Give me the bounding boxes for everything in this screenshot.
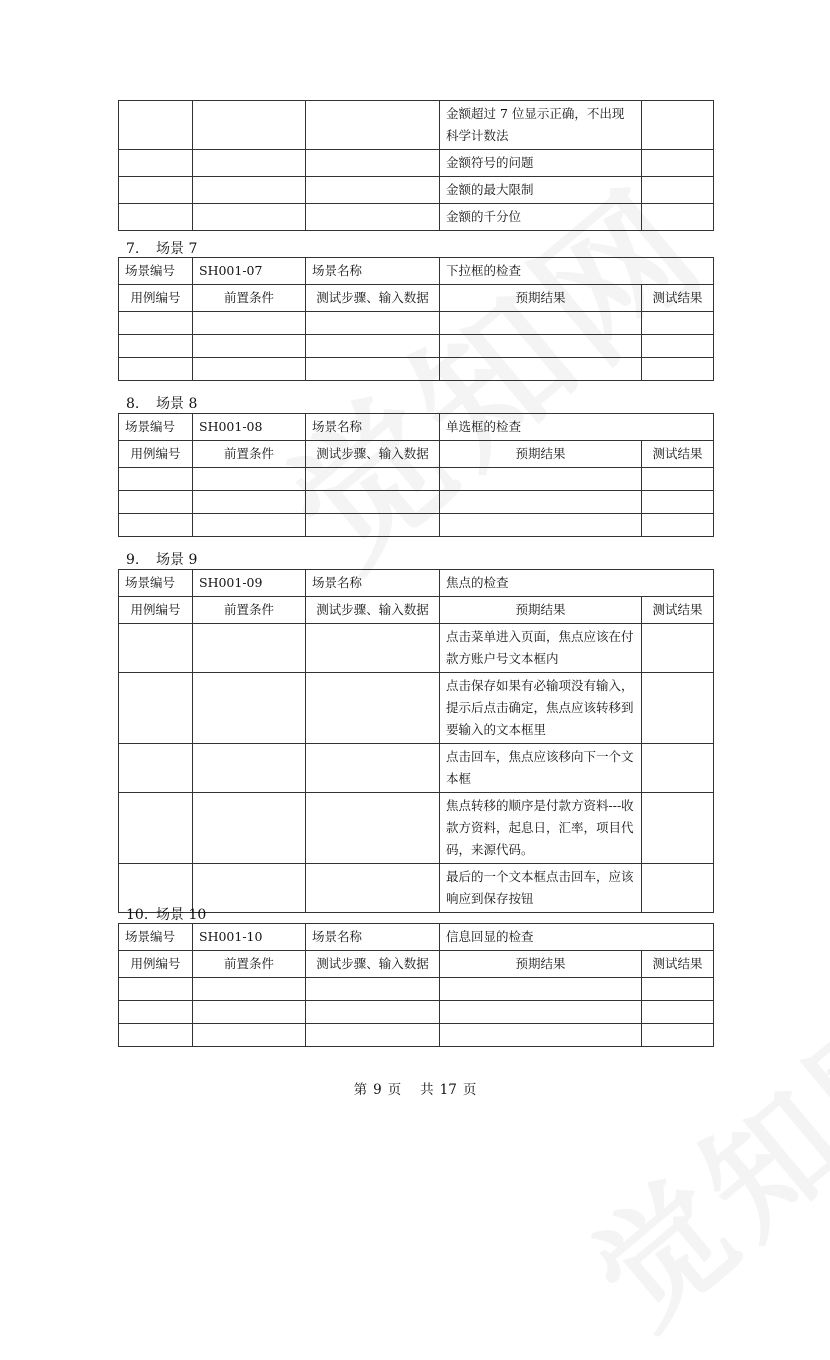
scene-code: SH001-07 — [193, 258, 306, 285]
table-row — [119, 358, 714, 381]
section-heading-scene-10: 10. 场景 10 — [126, 907, 207, 923]
table-cell — [193, 491, 306, 514]
table-cell — [642, 312, 714, 335]
table-row — [119, 744, 714, 793]
table-cell: 点击回车，焦点应该移向下一个文本框 — [440, 744, 642, 793]
table-cell — [642, 864, 714, 913]
column-header-result: 测试结果 — [642, 597, 714, 624]
table-cell — [642, 1024, 714, 1047]
table-cell — [440, 491, 642, 514]
table-cell — [193, 514, 306, 537]
scene-no-label: 场景编号 — [119, 570, 193, 597]
table-cell — [193, 624, 306, 673]
table-cell — [306, 335, 440, 358]
table-cell — [306, 1001, 440, 1024]
table-cell: 金额的最大限制 — [440, 177, 642, 204]
table-cell — [119, 744, 193, 793]
scene-name: 焦点的检查 — [440, 570, 714, 597]
table-cell — [119, 335, 193, 358]
continuation-table — [118, 100, 714, 231]
table-cell — [119, 468, 193, 491]
table-cell — [440, 335, 642, 358]
table-cell — [440, 358, 642, 381]
table-cell — [642, 204, 714, 231]
table-cell — [306, 793, 440, 864]
column-header-precondition: 前置条件 — [193, 441, 306, 468]
section-heading-scene-9: 9. 场景 9 — [126, 552, 198, 568]
scene-10-table — [118, 923, 714, 1047]
table-cell — [119, 491, 193, 514]
table-cell — [193, 793, 306, 864]
column-header-expected: 预期结果 — [440, 597, 642, 624]
scene-no-label: 场景编号 — [119, 414, 193, 441]
table-cell — [306, 150, 440, 177]
column-header-row — [119, 951, 714, 978]
table-row — [119, 673, 714, 744]
table-cell — [119, 358, 193, 381]
table-cell — [642, 744, 714, 793]
table-cell: 点击菜单进入页面，焦点应该在付款方账户号文本框内 — [440, 624, 642, 673]
table-cell — [440, 468, 642, 491]
table-cell — [193, 335, 306, 358]
scene-name-label: 场景名称 — [306, 414, 440, 441]
table-cell — [440, 312, 642, 335]
scene-name-label: 场景名称 — [306, 570, 440, 597]
table-cell — [440, 1024, 642, 1047]
table-cell — [119, 150, 193, 177]
table-cell — [306, 468, 440, 491]
scene-8-table — [118, 413, 714, 537]
column-header-steps: 测试步骤、输入数据 — [306, 285, 440, 312]
table-cell — [642, 150, 714, 177]
table-cell — [193, 744, 306, 793]
table-cell — [193, 1024, 306, 1047]
column-header-expected: 预期结果 — [440, 285, 642, 312]
column-header-row — [119, 597, 714, 624]
table-cell — [306, 204, 440, 231]
table-cell — [193, 978, 306, 1001]
table-cell — [642, 673, 714, 744]
column-header-steps: 测试步骤、输入数据 — [306, 951, 440, 978]
table-row — [119, 624, 714, 673]
table-cell — [306, 673, 440, 744]
section-heading-scene-7: 7. 场景 7 — [126, 241, 198, 257]
scene-name: 单选框的检查 — [440, 414, 714, 441]
table-cell: 金额的千分位 — [440, 204, 642, 231]
scene-name: 信息回显的检查 — [440, 924, 714, 951]
table-cell — [306, 101, 440, 150]
column-header-row — [119, 441, 714, 468]
table-cell — [193, 468, 306, 491]
column-header-precondition: 前置条件 — [193, 597, 306, 624]
scene-name-label: 场景名称 — [306, 258, 440, 285]
table-cell — [440, 514, 642, 537]
table-cell — [193, 204, 306, 231]
table-cell — [119, 624, 193, 673]
column-header-steps: 测试步骤、输入数据 — [306, 441, 440, 468]
column-header-precondition: 前置条件 — [193, 285, 306, 312]
table-row — [119, 1024, 714, 1047]
table-cell — [642, 793, 714, 864]
scene-9-table — [118, 569, 714, 913]
table-cell — [306, 864, 440, 913]
table-row — [119, 468, 714, 491]
table-cell — [119, 1024, 193, 1047]
table-cell — [119, 177, 193, 204]
column-header-precondition: 前置条件 — [193, 951, 306, 978]
column-header-case_no: 用例编号 — [119, 951, 193, 978]
column-header-result: 测试结果 — [642, 951, 714, 978]
table-cell — [306, 744, 440, 793]
table-cell — [642, 1001, 714, 1024]
table-cell — [119, 204, 193, 231]
table-cell — [642, 491, 714, 514]
scene-code: SH001-09 — [193, 570, 306, 597]
column-header-result: 测试结果 — [642, 285, 714, 312]
column-header-expected: 预期结果 — [440, 441, 642, 468]
table-row — [119, 204, 714, 231]
table-cell: 金额符号的问题 — [440, 150, 642, 177]
table-cell — [306, 514, 440, 537]
scene-code: SH001-08 — [193, 414, 306, 441]
table-cell — [642, 514, 714, 537]
table-cell — [642, 978, 714, 1001]
table-cell — [642, 101, 714, 150]
table-cell — [193, 1001, 306, 1024]
table-cell — [440, 1001, 642, 1024]
table-cell — [306, 177, 440, 204]
table-row — [119, 514, 714, 537]
column-header-result: 测试结果 — [642, 441, 714, 468]
table-cell — [306, 1024, 440, 1047]
table-row — [119, 312, 714, 335]
table-row — [119, 978, 714, 1001]
table-cell: 金额超过 7 位显示正确，不出现科学计数法 — [440, 101, 642, 150]
table-cell — [193, 864, 306, 913]
scene-7-table — [118, 257, 714, 381]
table-row — [119, 793, 714, 864]
table-cell — [440, 978, 642, 1001]
table-row — [119, 335, 714, 358]
scene-name-label: 场景名称 — [306, 924, 440, 951]
column-header-row — [119, 285, 714, 312]
table-cell — [119, 312, 193, 335]
table-cell — [642, 624, 714, 673]
table-cell — [306, 358, 440, 381]
column-header-case_no: 用例编号 — [119, 285, 193, 312]
table-cell — [193, 177, 306, 204]
column-header-case_no: 用例编号 — [119, 597, 193, 624]
page-footer: 第 9 页 共 17 页 — [353, 1082, 477, 1098]
column-header-expected: 预期结果 — [440, 951, 642, 978]
table-cell — [642, 468, 714, 491]
table-row — [119, 1001, 714, 1024]
table-cell: 焦点转移的顺序是付款方资料---收款方资料，起息日，汇率，项目代码，来源代码。 — [440, 793, 642, 864]
table-cell — [193, 673, 306, 744]
table-cell — [119, 1001, 193, 1024]
scene-info-row — [119, 570, 714, 597]
scene-info-row — [119, 924, 714, 951]
table-cell — [193, 312, 306, 335]
scene-no-label: 场景编号 — [119, 924, 193, 951]
scene-info-row — [119, 414, 714, 441]
table-cell — [642, 177, 714, 204]
table-cell — [119, 793, 193, 864]
table-cell — [306, 978, 440, 1001]
table-cell — [193, 150, 306, 177]
table-cell — [306, 491, 440, 514]
table-cell — [119, 101, 193, 150]
table-cell — [193, 358, 306, 381]
scene-code: SH001-10 — [193, 924, 306, 951]
table-row — [119, 864, 714, 913]
table-row — [119, 177, 714, 204]
table-cell — [306, 624, 440, 673]
table-row — [119, 491, 714, 514]
table-cell — [306, 312, 440, 335]
table-cell — [642, 358, 714, 381]
section-heading-scene-8: 8. 场景 8 — [126, 396, 198, 412]
table-cell — [119, 673, 193, 744]
scene-info-row — [119, 258, 714, 285]
table-cell — [642, 335, 714, 358]
table-cell: 点击保存如果有必输项没有输入，提示后点击确定，焦点应该转移到要输入的文本框里 — [440, 673, 642, 744]
column-header-steps: 测试步骤、输入数据 — [306, 597, 440, 624]
scene-name: 下拉框的检查 — [440, 258, 714, 285]
table-cell — [119, 514, 193, 537]
scene-no-label: 场景编号 — [119, 258, 193, 285]
table-row — [119, 150, 714, 177]
table-cell — [193, 101, 306, 150]
table-cell — [119, 978, 193, 1001]
column-header-case_no: 用例编号 — [119, 441, 193, 468]
table-row — [119, 101, 714, 150]
table-cell: 最后的一个文本框点击回车，应该响应到保存按钮 — [440, 864, 642, 913]
